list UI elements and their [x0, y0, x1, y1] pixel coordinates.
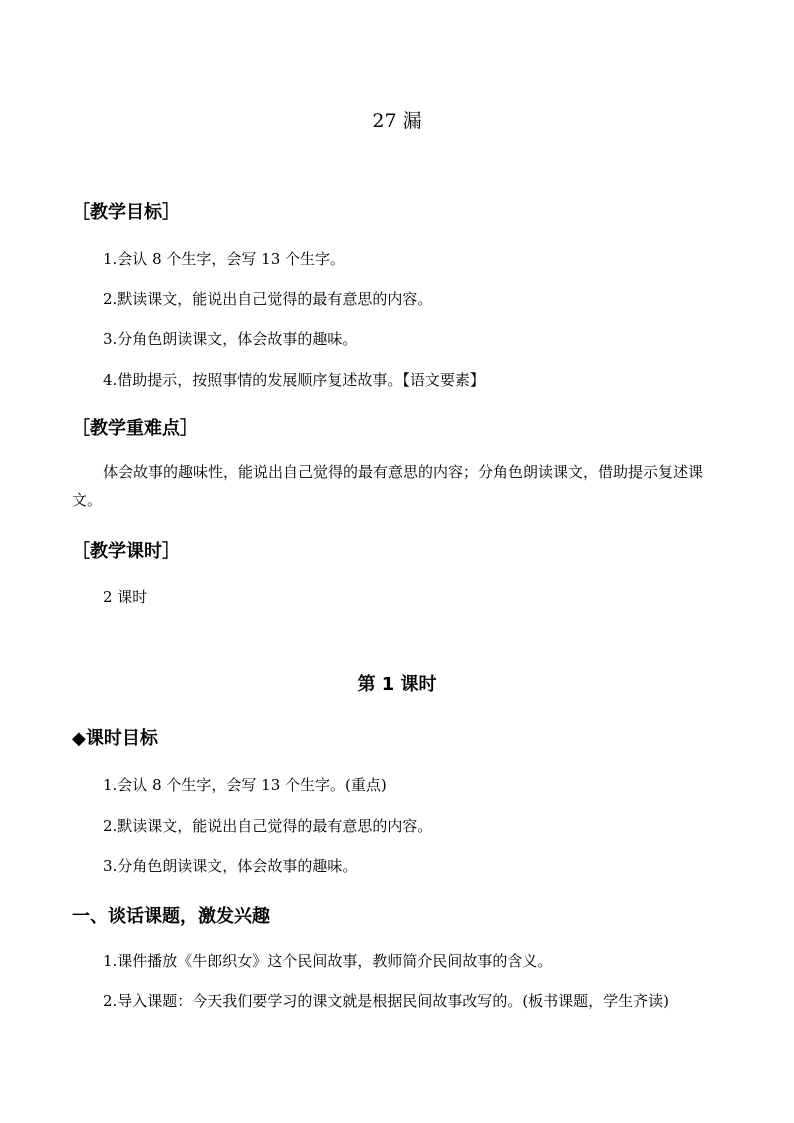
goal-item: 2.默读课文，能说出自己觉得的最有意思的内容。 [103, 290, 433, 308]
lesson-goals-heading: ◆课时目标 [72, 728, 158, 749]
teaching-goals-heading: ［教学目标］ [72, 202, 180, 223]
class-hours-heading: ［教学课时］ [72, 541, 180, 562]
part-1-item: 2.导入课题：今天我们要学习的课文就是根据民间故事改写的。(板书课题，学生齐读) [103, 992, 670, 1010]
class-hours-text: 2 课时 [103, 588, 148, 606]
part-1-item: 1.课件播放《牛郎织女》这个民间故事，教师简介民间故事的含义。 [103, 952, 553, 970]
lesson-1-title: 第 1 课时 [357, 674, 437, 695]
lesson-goal-item: 1.会认 8 个生字，会写 13 个生字。(重点) [103, 776, 387, 794]
key-points-text: 体会故事的趣味性，能说出自己觉得的最有意思的内容；分角色朗读课文，借助提示复述课文。 [72, 463, 704, 509]
lesson-goal-item: 2.默读课文，能说出自己觉得的最有意思的内容。 [103, 817, 433, 835]
document-title: 27 漏 [372, 110, 422, 132]
goal-item: 4.借助提示，按照事情的发展顺序复述故事。【语文要素】 [103, 371, 485, 389]
goal-item: 3.分角色朗读课文，体会故事的趣味。 [103, 330, 358, 348]
lesson-goal-item: 3.分角色朗读课文，体会故事的趣味。 [103, 857, 358, 875]
goal-item: 1.会认 8 个生字，会写 13 个生字。 [103, 250, 346, 268]
part-1-heading: 一、谈话课题，激发兴趣 [72, 906, 270, 927]
key-points-heading: ［教学重难点］ [72, 418, 198, 439]
